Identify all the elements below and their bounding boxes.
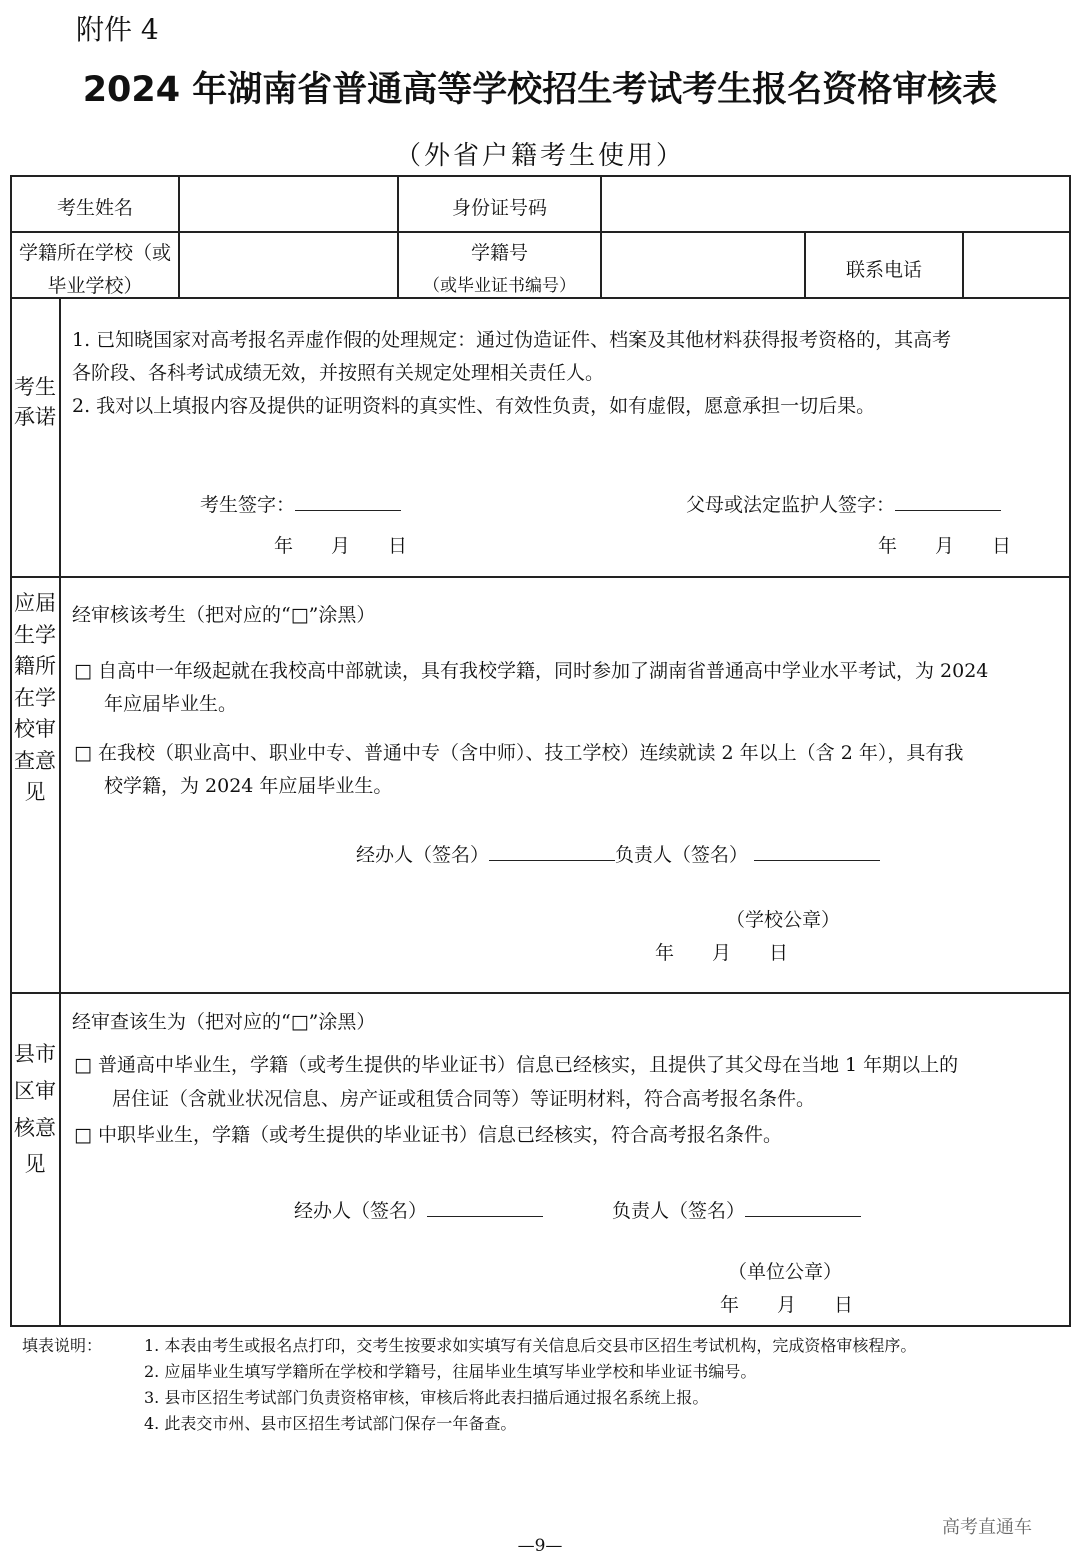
county-option-1-line-2: 居住证（含就业状况信息、房产证或租赁合同等）等证明材料，符合高考报名条件。 — [112, 1088, 816, 1110]
county-date: 年 月 日 — [720, 1294, 854, 1316]
student-no-label-2: （或毕业证书编号） — [423, 276, 576, 296]
parent-date: 年 月 日 — [878, 535, 1012, 557]
county-option-1-line-1[interactable]: □ 普通高中毕业生，学籍（或考生提供的毕业证书）信息已经核实，且提供了其父母在当地 1 年期以上的 — [74, 1054, 959, 1076]
school-handler-label: 经办人（签名） — [356, 844, 490, 866]
id-label: 身份证号码 — [451, 197, 547, 219]
school-review-intro: 经审核该考生（把对应的“□”涂黑） — [72, 604, 376, 626]
parent-sign-label: 父母或法定监护人签字： — [686, 494, 896, 516]
student-no-input[interactable] — [602, 233, 804, 297]
pledge-line-1: 1. 已知晓国家对高考报名弄虚作假的处理规定：通过伪造证件、档案及其他材料获得报考资格的，其高考 — [72, 329, 952, 351]
county-seal: （单位公章） — [728, 1261, 843, 1283]
student-sign-field[interactable] — [295, 492, 401, 511]
county-leader-sign-field[interactable] — [745, 1198, 861, 1217]
county-handler-label: 经办人（签名） — [294, 1200, 428, 1222]
county-review-intro: 经审查该生为（把对应的“□”涂黑） — [72, 1011, 376, 1033]
school-option-1-line-1[interactable]: □ 自高中一年级起就在我校高中部就读，具有我校学籍，同时参加了湖南省普通高中学业水平考试，为 2024 — [74, 660, 989, 682]
phone-input[interactable] — [964, 233, 1069, 297]
name-label: 考生姓名 — [56, 197, 133, 219]
page-subtitle: （外省户籍考生使用） — [394, 141, 685, 171]
id-input[interactable] — [602, 177, 1069, 231]
note-item: 2. 应届毕业生填写学籍所在学校和学籍号，往届毕业生填写毕业学校和毕业证书编号。 — [144, 1362, 757, 1381]
name-input[interactable] — [180, 177, 397, 231]
school-option-2-line-2: 校学籍，为 2024 年应届毕业生。 — [104, 775, 393, 797]
pledge-line-3: 2. 我对以上填报内容及提供的证明资料的真实性、有效性负责，如有虚假，愿意承担一切后果。 — [72, 395, 876, 417]
student-sign-label: 考生签字： — [200, 494, 296, 516]
county-option-2[interactable]: □ 中职毕业生，学籍（或考生提供的毕业证书）信息已经核实，符合高考报名条件。 — [74, 1124, 782, 1146]
parent-sign-field[interactable] — [895, 492, 1001, 511]
county-handler-sign-field[interactable] — [427, 1198, 543, 1217]
pledge-section-label: 考生承诺 — [14, 375, 56, 430]
note-item: 4. 此表交市州、县市区招生考试部门保存一年备查。 — [144, 1414, 517, 1433]
school-option-2-line-1[interactable]: □ 在我校（职业高中、职业中专、普通中专（含中师）、技工学校）连续就读 2 年以上（含 2 年），具有我 — [74, 742, 964, 764]
school-label-1: 学籍所在学校（或 — [18, 242, 171, 264]
school-review-section-label: 应届生学籍所在学校审查意见 — [14, 591, 56, 804]
note-item: 3. 县市区招生考试部门负责资格审核，审核后将此表扫描后通过报名系统上报。 — [144, 1388, 709, 1407]
county-review-section-label: 县市区审核意见 — [14, 1042, 56, 1177]
attachment-label: 附件 4 — [76, 13, 159, 46]
school-option-1-line-2: 年应届毕业生。 — [104, 693, 238, 715]
pledge-line-2: 各阶段、各科考试成绩无效，并按照有关规定处理相关责任人。 — [72, 362, 605, 384]
notes-label: 填表说明： — [22, 1336, 103, 1355]
school-leader-sign-field[interactable] — [754, 842, 880, 861]
school-leader-label: 负责人（签名） — [615, 844, 749, 866]
phone-label: 联系电话 — [845, 259, 922, 281]
school-label-2: 毕业学校） — [47, 275, 143, 297]
school-seal: （学校公章） — [726, 909, 841, 931]
school-input[interactable] — [180, 233, 397, 297]
student-no-label-1: 学籍号 — [470, 242, 528, 264]
school-date: 年 月 日 — [655, 942, 789, 964]
note-item: 1. 本表由考生或报名点打印，交考生按要求如实填写有关信息后交县市区招生考试机构，完成资格审核程序。 — [144, 1336, 917, 1355]
school-handler-sign-field[interactable] — [489, 842, 615, 861]
page-number: —9— — [517, 1536, 563, 1556]
county-leader-label: 负责人（签名） — [612, 1200, 746, 1222]
page-title: 2024 年湖南省普通高等学校招生考试考生报名资格审核表 — [82, 70, 998, 110]
student-date: 年 月 日 — [274, 535, 408, 557]
watermark: 高考直通车 — [942, 1517, 1032, 1538]
